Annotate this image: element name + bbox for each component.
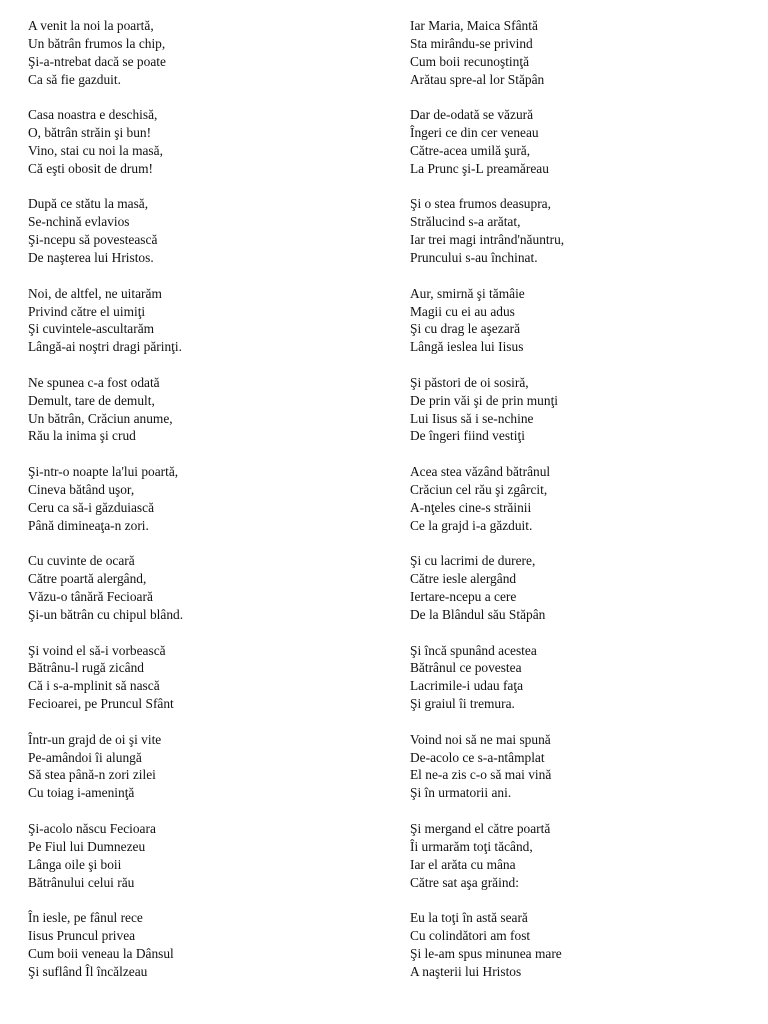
- poem-line: De naşterea lui Hristos.: [28, 249, 154, 265]
- poem-line: Şi graiul îi tremura.: [410, 696, 515, 712]
- poem-line: Lângă ieslea lui Iisus: [410, 339, 524, 355]
- stanza: [410, 17, 750, 88]
- stanza: [28, 731, 368, 802]
- poem-line: De la Blândul său Stăpân: [410, 606, 546, 622]
- poem-line: Pruncului s-au închinat.: [410, 249, 538, 265]
- poem-line: Arătau spre-al lor Stăpân: [410, 71, 545, 87]
- stanza: [410, 285, 750, 356]
- poem-line: Pe-amândoi îi alungă: [28, 749, 142, 765]
- poem-line: Că i s-a-mplinit să nască: [28, 678, 160, 694]
- poem-line: Către poartă alergând,: [28, 571, 147, 587]
- poem-line: Bătrânul ce povestea: [410, 660, 522, 676]
- poem-line: Cineva bătând uşor,: [28, 481, 135, 497]
- stanza: [410, 909, 750, 980]
- poem-line: Şi mergand el către poartă: [410, 820, 551, 836]
- poem-line: Se-nchină evlavios: [28, 214, 130, 230]
- stanza: [28, 642, 368, 713]
- poem-line: Şi o stea frumos deasupra,: [410, 196, 551, 212]
- poem-line: Cu colindători am fost: [410, 928, 531, 944]
- poem-line: Cum boii recunoştinţă: [410, 53, 530, 69]
- poem-line: Şi-ncepu să povestească: [28, 232, 158, 248]
- stanza: [28, 17, 368, 88]
- stanza: [28, 106, 368, 177]
- poem-line: Ceru ca să-i găzduiască: [28, 499, 155, 515]
- poem-line: Să stea până-n zori zilei: [28, 767, 156, 783]
- poem-line: Aur, smirnă şi tămâie: [410, 285, 525, 301]
- poem-line: Iar el arăta cu mâna: [410, 856, 516, 872]
- stanza: [410, 820, 750, 891]
- poem-line: Lacrimile-i udau faţa: [410, 678, 524, 694]
- poem-line: Şi cu drag le aşezară: [410, 321, 521, 337]
- poem-line: Şi-a-ntrebat dacă se poate: [28, 53, 166, 69]
- poem-line: Lui Iisus să i se-nchine: [410, 410, 534, 426]
- poem-line: Că eşti obosit de drum!: [28, 160, 153, 176]
- poem-line: Fecioarei, pe Pruncul Sfânt: [28, 696, 174, 712]
- poem-line: Privind către el uimiţi: [28, 303, 146, 319]
- stanza: [28, 552, 368, 623]
- poem-line: Până dimineaţa-n zori.: [28, 517, 149, 533]
- poem-line: Către sat aşa grăind:: [410, 874, 519, 890]
- poem-line: De prin văi şi de prin munţi: [410, 392, 559, 408]
- stanza: [410, 374, 750, 445]
- poem-line: Casa noastra e deschisă,: [28, 107, 158, 123]
- stanza: [410, 731, 750, 802]
- stanza: [410, 106, 750, 177]
- poem-line: Şi în urmatorii ani.: [410, 785, 512, 801]
- poem-line: Şi cu lacrimi de durere,: [410, 553, 536, 569]
- poem-line: Pe Fiul lui Dumnezeu: [28, 838, 146, 854]
- stanza: [28, 820, 368, 891]
- poem-line: Iisus Pruncul privea: [28, 928, 136, 944]
- poem-line: Magii cu ei au adus: [410, 303, 515, 319]
- stanza: [28, 285, 368, 356]
- stanza: [28, 463, 368, 534]
- poem-line: Cum boii veneau la Dânsul: [28, 945, 174, 961]
- poem-line: Sta mirându-se privind: [410, 35, 533, 51]
- poem-line: Bătrânu-l rugă zicând: [28, 660, 144, 676]
- poem-line: Cu toiag i-ameninţă: [28, 785, 135, 801]
- poem-line: Ce la grajd i-a găzduit.: [410, 517, 533, 533]
- poem-column-left: [28, 17, 368, 998]
- poem-line: Îngeri ce din cer veneau: [410, 125, 539, 141]
- poem-line: Şi cuvintele-ascultarăm: [28, 321, 155, 337]
- poem-line: După ce stătu la masă,: [28, 196, 149, 212]
- poem-line: Un bătrân, Crăciun anume,: [28, 410, 173, 426]
- poem-line: Ne spunea c-a fost odată: [28, 374, 160, 390]
- poem-line: Dar de-odată se văzură: [410, 107, 534, 123]
- poem-line: Crăciun cel rău şi zgârcit,: [410, 481, 548, 497]
- poem-line: Şi le-am spus minunea mare: [410, 945, 562, 961]
- poem-line: Şi suflând Îl încălzeau: [28, 963, 148, 979]
- poem-line: Noi, de altfel, ne uitarăm: [28, 285, 162, 301]
- poem-line: Iertare-ncepu a cere: [410, 589, 517, 604]
- poem-line: Şi-ntr-o noapte la'lui poartă,: [28, 464, 179, 480]
- stanza: [28, 374, 368, 445]
- poem-line: Îi urmarăm toţi tăcând,: [410, 838, 533, 854]
- poem-line: Şi voind el să-i vorbească: [28, 642, 166, 658]
- poem-line: Un bătrân frumos la chip,: [28, 35, 166, 51]
- poem-line: Iar trei magi intrând'năuntru,: [410, 232, 565, 248]
- poem-line: O, bătrân străin şi bun!: [28, 125, 152, 141]
- poem-line: Iar Maria, Maica Sfântă: [410, 18, 538, 33]
- poem-line: De îngeri fiind vestiţi: [410, 428, 525, 444]
- poem-line: A-nţeles cine-s străinii: [410, 499, 532, 515]
- stanza: [28, 909, 368, 980]
- stanza: [410, 195, 750, 266]
- stanza: [410, 642, 750, 713]
- poem-line: În iesle, pe fânul rece: [28, 910, 143, 926]
- poem-line: A venit la noi la poartă,: [28, 18, 154, 33]
- poem-line: Către iesle alergând: [410, 571, 517, 587]
- poem-line: De-acolo ce s-a-ntâmplat: [410, 749, 545, 765]
- stanza: [410, 552, 750, 623]
- poem-line: Şi-un bătrân cu chipul blând.: [28, 606, 184, 622]
- poem-line: Ca să fie gazduit.: [28, 71, 121, 87]
- poem-line: Şi-acolo născu Fecioara: [28, 820, 156, 836]
- stanza: [410, 463, 750, 534]
- poem-line: Şi încă spunând acestea: [410, 642, 537, 658]
- poem-line: Eu la toţi în astă seară: [410, 910, 528, 926]
- poem-line: El ne-a zis c-o să mai vină: [410, 767, 552, 783]
- poem-line: La Prunc şi-L preamăreau: [410, 160, 549, 176]
- poem-line: Şi păstori de oi sosiră,: [410, 374, 529, 390]
- poem-line: Lânga oile şi boii: [28, 856, 122, 872]
- poem-line: Cu cuvinte de ocară: [28, 553, 135, 569]
- poem-line: Către-acea umilă şură,: [410, 142, 531, 158]
- poem-line: Voind noi să ne mai spună: [410, 731, 551, 747]
- stanza: [28, 195, 368, 266]
- poem-column-right: [410, 17, 750, 998]
- poem-line: Lângă-ai noştri dragi părinţi.: [28, 339, 182, 355]
- poem-line: Văzu-o tânără Fecioară: [28, 589, 153, 604]
- poem-line: Demult, tare de demult,: [28, 392, 155, 408]
- poem-line: Strălucind s-a arătat,: [410, 214, 521, 230]
- poem-line: Acea stea văzând bătrânul: [410, 464, 551, 480]
- poem-line: Vino, stai cu noi la masă,: [28, 142, 163, 158]
- poem-line: A naşterii lui Hristos: [410, 963, 522, 979]
- poem-line: Bătrânului celui rău: [28, 874, 135, 890]
- poem-line: Într-un grajd de oi şi vite: [28, 731, 162, 747]
- poem-line: Rău la inima şi crud: [28, 428, 136, 444]
